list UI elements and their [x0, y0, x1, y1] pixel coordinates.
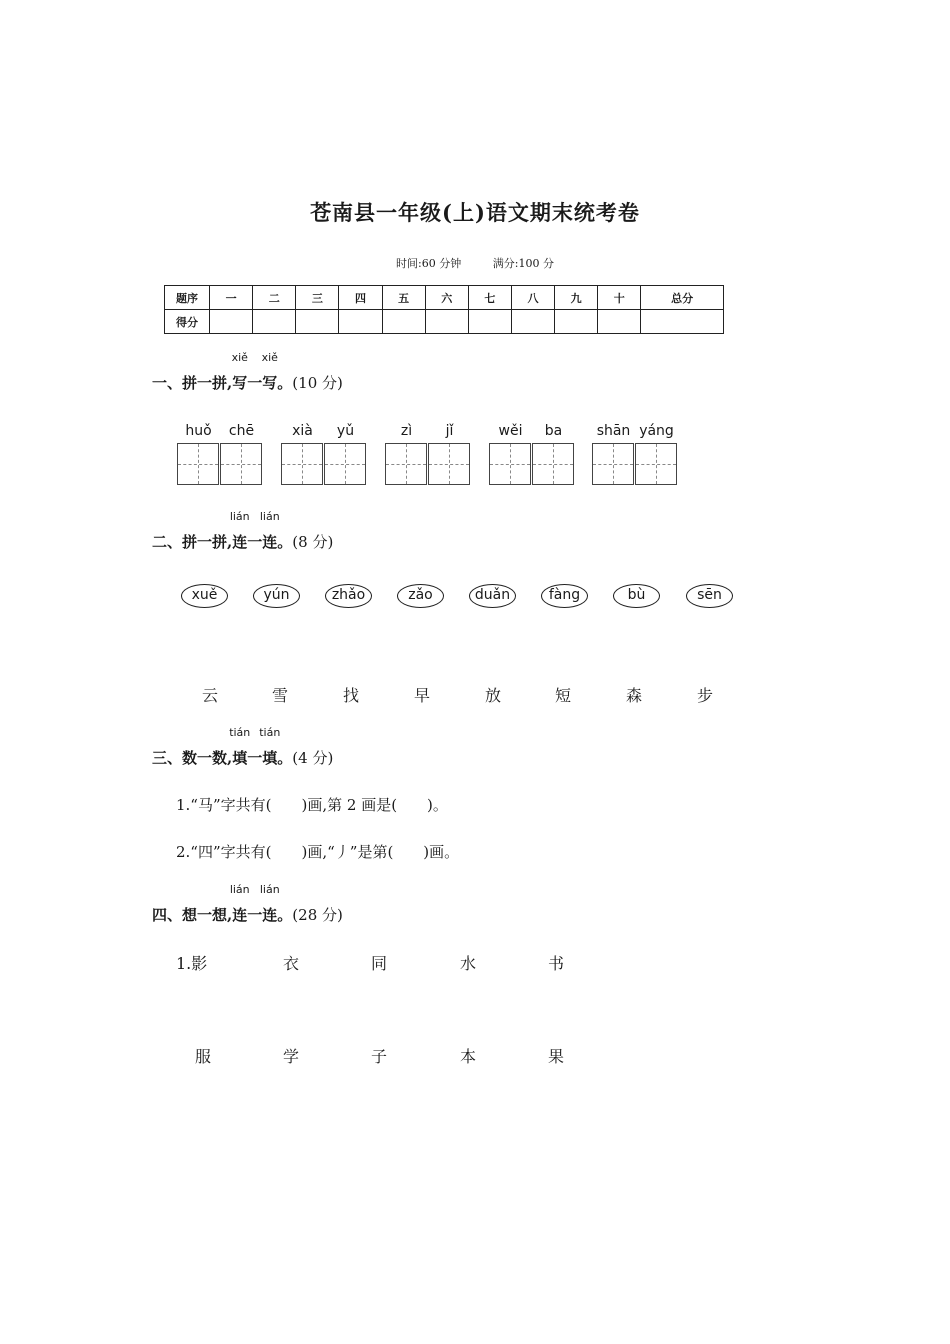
section-points: (10 分) — [292, 374, 343, 392]
score-cell[interactable] — [511, 310, 554, 334]
score-table-col: 七 — [468, 286, 511, 310]
ruby-char: lián 连 — [229, 510, 250, 551]
score-cell[interactable] — [339, 310, 382, 334]
tianzige-box[interactable] — [177, 443, 219, 485]
score-table-col: 九 — [555, 286, 598, 310]
match-char[interactable]: 找 — [343, 686, 360, 705]
score-table-row-label: 题序 — [165, 286, 210, 310]
match-char[interactable]: 衣 — [283, 954, 300, 973]
match-char[interactable]: 书 — [548, 954, 565, 973]
score-cell[interactable] — [210, 310, 253, 334]
section-2-title: 二、拼一拼, lián 连一 lián 连。(8 分) — [152, 510, 334, 551]
question-2: 2.“四”字共有( )画,“丿”是第( )画。 — [176, 843, 460, 861]
section-points: (4 分) — [292, 749, 334, 767]
score-table-col: 二 — [253, 286, 296, 310]
tianzige-box[interactable] — [385, 443, 427, 485]
match-char[interactable]: 森 — [626, 686, 643, 705]
section-4-title: 四、想一想, lián 连一 lián 连。(28 分) — [152, 883, 343, 924]
page-title: 苍南县一年级(上)语文期末统考卷 — [310, 200, 640, 225]
match-char[interactable]: 1.影 — [176, 954, 208, 973]
score-table-col: 十 — [598, 286, 641, 310]
exam-time: 时间:60 分钟 — [396, 257, 462, 270]
match-char[interactable]: 同 — [371, 954, 388, 973]
score-table — [164, 285, 724, 334]
ruby-char: xiě 写 — [231, 351, 248, 392]
ruby-char: xiě 写 — [261, 351, 278, 392]
pinyin-oval[interactable]: duǎn — [469, 584, 516, 608]
pinyin-word: zì jǐ — [385, 423, 471, 485]
match-char[interactable]: 放 — [485, 686, 502, 705]
score-table-score-row — [165, 310, 724, 334]
score-table-col: 总分 — [641, 286, 724, 310]
tianzige-box[interactable] — [220, 443, 262, 485]
tianzige-box[interactable] — [532, 443, 574, 485]
score-cell[interactable] — [425, 310, 468, 334]
tianzige-box[interactable] — [428, 443, 470, 485]
match-char[interactable]: 云 — [202, 686, 219, 705]
score-cell[interactable] — [555, 310, 598, 334]
score-table-col: 四 — [339, 286, 382, 310]
pinyin-word: shān yáng — [592, 423, 678, 485]
pinyin-oval[interactable]: xuě — [181, 584, 228, 608]
ruby-char: tián 填 — [259, 726, 281, 767]
score-table-col: 五 — [382, 286, 425, 310]
section-1-title: 一、拼一拼, xiě 写一 xiě 写。(10 分) — [152, 351, 343, 392]
section-points: (8 分) — [292, 533, 334, 551]
score-table-header-row — [165, 286, 724, 310]
match-char[interactable]: 步 — [697, 686, 714, 705]
pinyin-oval[interactable]: zǎo — [397, 584, 444, 608]
score-table-col: 六 — [425, 286, 468, 310]
tianzige-box[interactable] — [489, 443, 531, 485]
pinyin-oval[interactable]: sēn — [686, 584, 733, 608]
ruby-char: lián 连 — [259, 883, 280, 924]
match-char[interactable]: 服 — [195, 1047, 212, 1066]
pinyin-word: xià yǔ — [281, 423, 367, 485]
ruby-char: tián 填 — [229, 726, 251, 767]
score-cell[interactable] — [468, 310, 511, 334]
match-char[interactable]: 水 — [460, 954, 477, 973]
pinyin-oval[interactable]: fàng — [541, 584, 588, 608]
match-char[interactable]: 短 — [555, 686, 572, 705]
exam-full-score: 满分:100 分 — [492, 257, 554, 270]
match-char[interactable]: 果 — [548, 1047, 565, 1066]
section-3-title: 三、数一数, tián 填一 tián 填。(4 分) — [152, 726, 334, 767]
pinyin-word: wěi ba — [489, 423, 575, 485]
tianzige-box[interactable] — [592, 443, 634, 485]
score-table-row-label: 得分 — [165, 310, 210, 334]
score-table-col: 三 — [296, 286, 339, 310]
score-table-col: 一 — [210, 286, 253, 310]
tianzige-box[interactable] — [281, 443, 323, 485]
score-cell[interactable] — [598, 310, 641, 334]
match-char[interactable]: 学 — [283, 1047, 300, 1066]
match-char[interactable]: 早 — [414, 686, 431, 705]
ruby-char: lián 连 — [259, 510, 280, 551]
score-cell[interactable] — [253, 310, 296, 334]
score-cell[interactable] — [296, 310, 339, 334]
score-table-col: 八 — [511, 286, 554, 310]
tianzige-box[interactable] — [635, 443, 677, 485]
section-points: (28 分) — [292, 906, 343, 924]
match-char[interactable]: 本 — [460, 1047, 477, 1066]
pinyin-oval[interactable]: zhǎo — [325, 584, 372, 608]
exam-meta — [0, 255, 950, 271]
question-1: 1.“马”字共有( )画,第 2 画是( )。 — [176, 796, 448, 814]
tianzige-box[interactable] — [324, 443, 366, 485]
ruby-char: lián 连 — [229, 883, 250, 924]
match-char[interactable]: 雪 — [272, 686, 289, 705]
score-cell[interactable] — [382, 310, 425, 334]
match-char[interactable]: 子 — [371, 1047, 388, 1066]
pinyin-word: huǒ chē — [177, 423, 263, 485]
pinyin-oval[interactable]: yún — [253, 584, 300, 608]
pinyin-oval[interactable]: bù — [613, 584, 660, 608]
score-cell[interactable] — [641, 310, 724, 334]
